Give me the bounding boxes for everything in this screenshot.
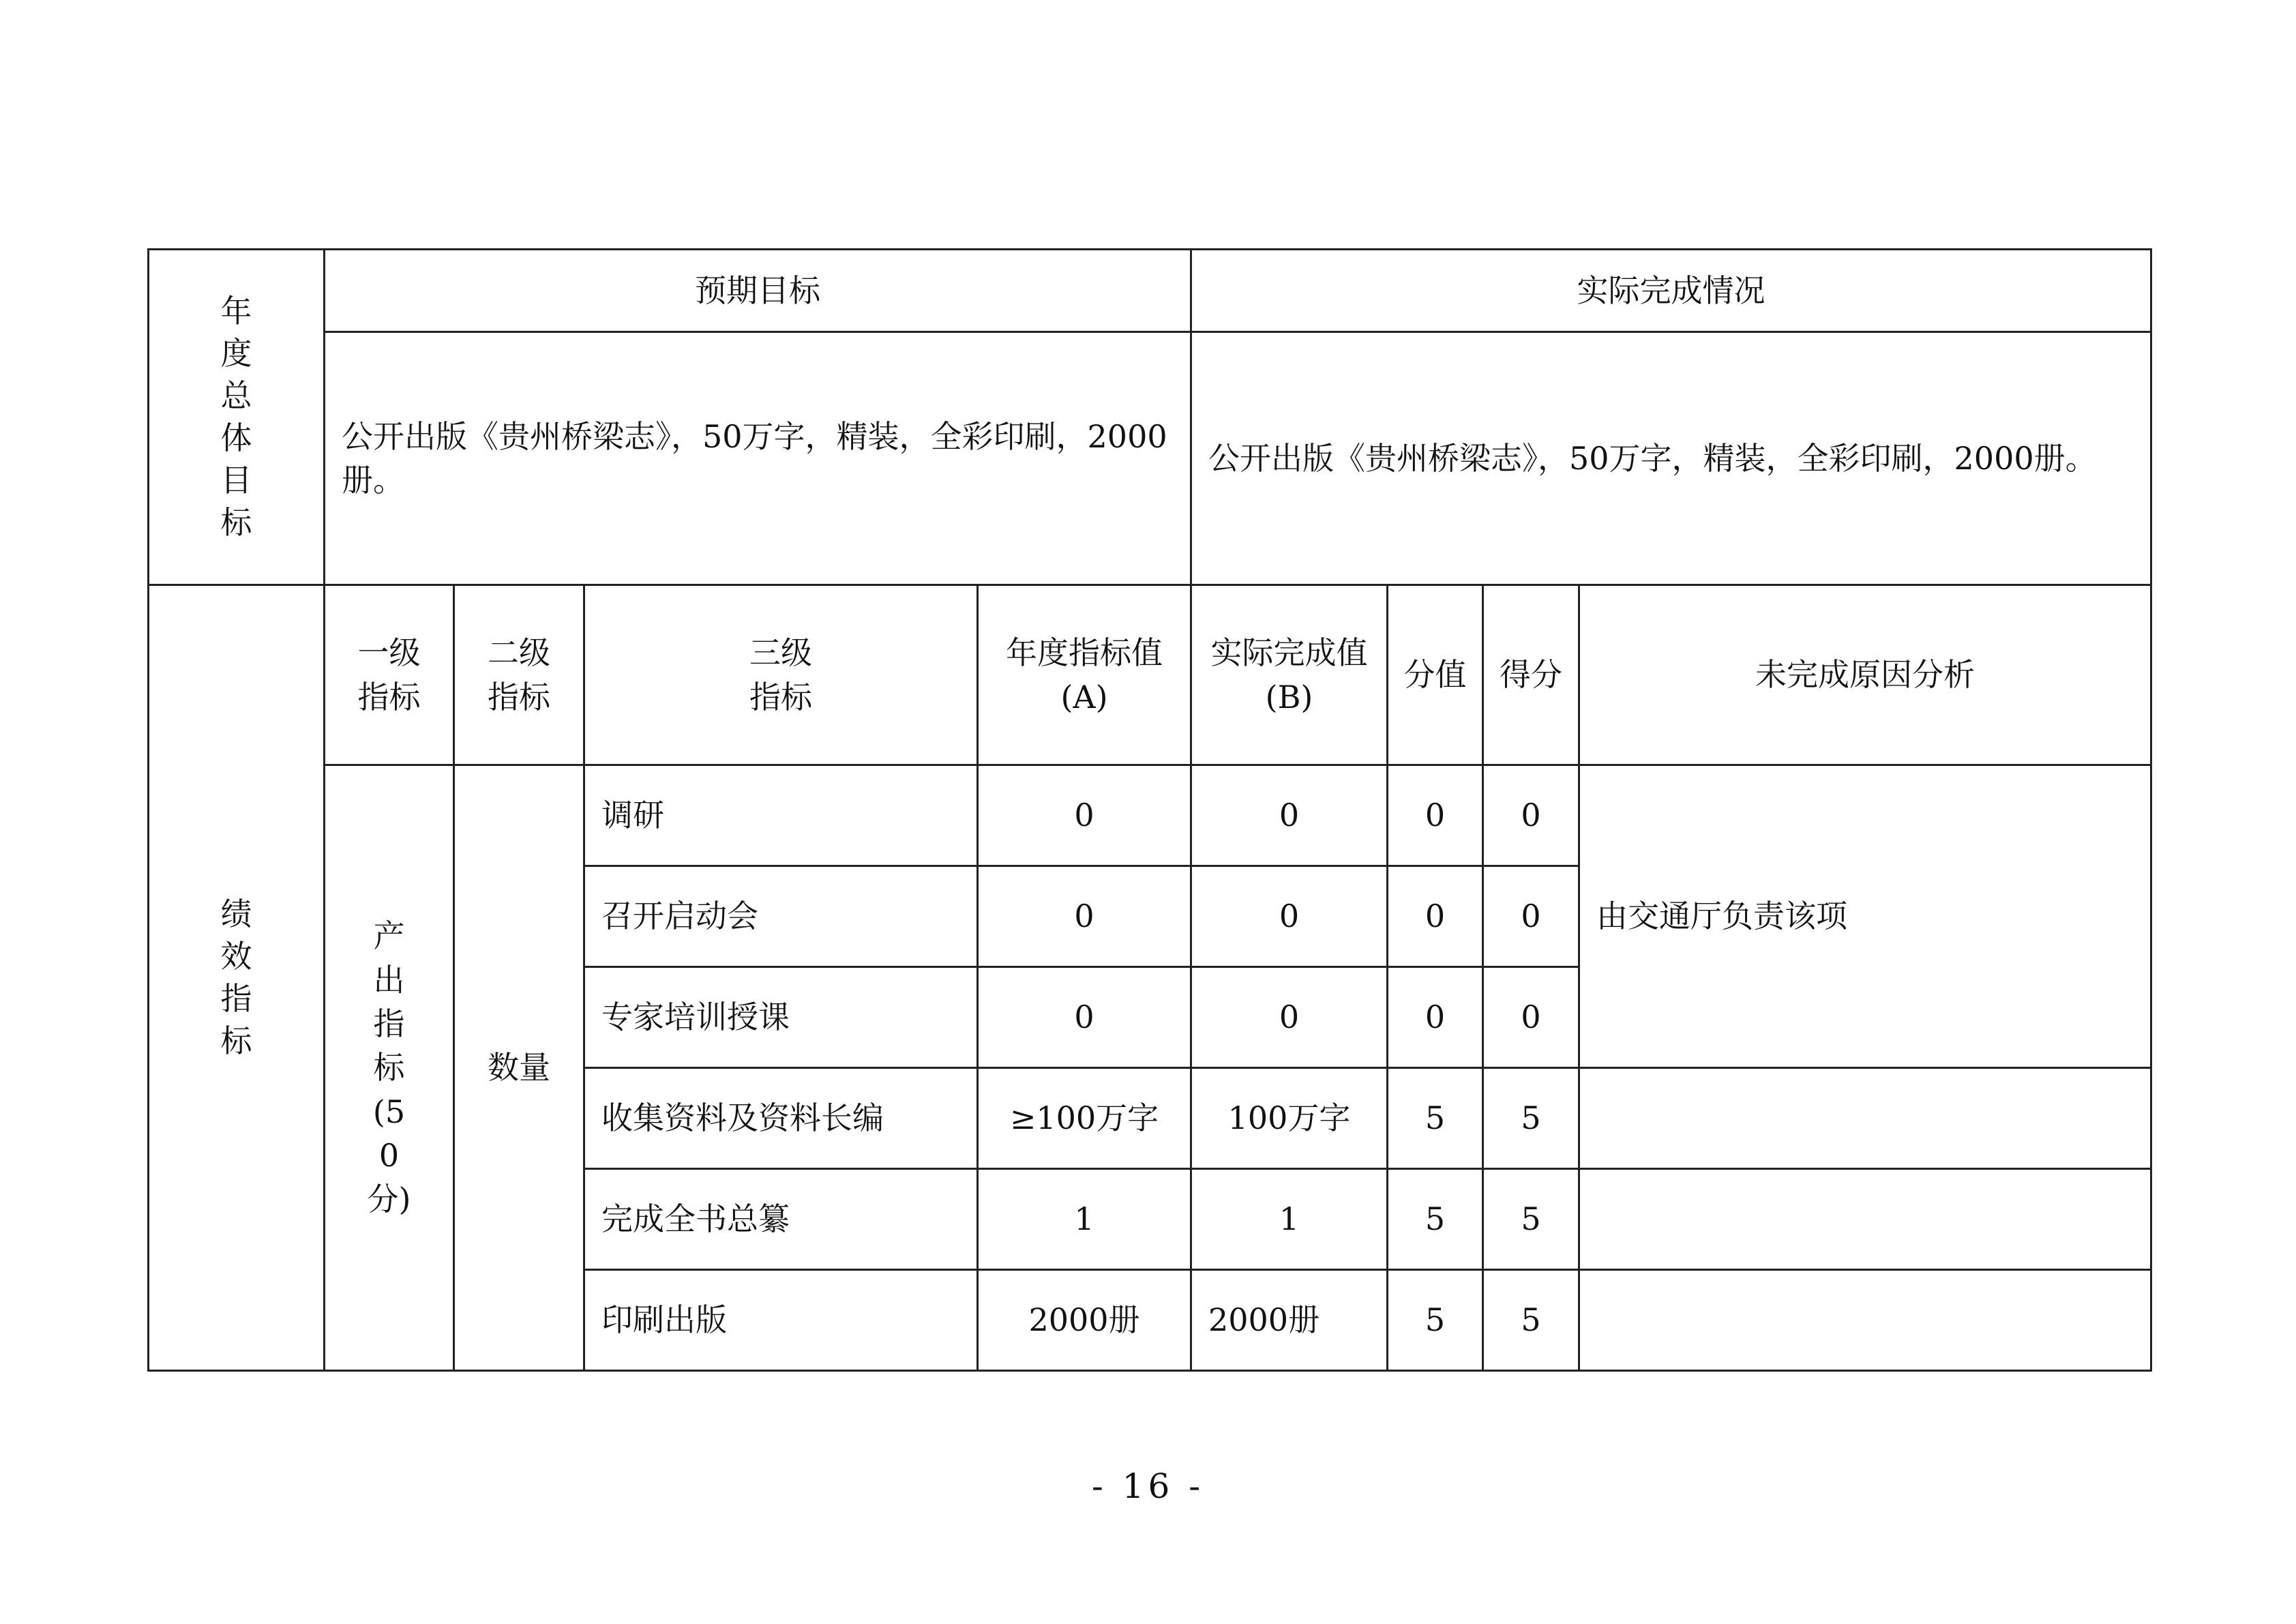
- header-weight: 分值: [1388, 585, 1483, 765]
- row-target: 1: [978, 1169, 1191, 1270]
- actual-completion-header: 实际完成情况: [1191, 250, 2151, 332]
- performance-label-cell: [149, 585, 325, 1371]
- row-name: 调研: [584, 765, 978, 866]
- row-name: 完成全书总纂: [584, 1169, 978, 1270]
- expected-goal-text: 公开出版《贵州桥梁志》，50万字，精装，全彩印刷，2000册。: [325, 332, 1191, 585]
- performance-label: 绩效指标: [220, 895, 252, 1059]
- row-weight: 5: [1388, 1169, 1483, 1270]
- row-weight: 5: [1388, 1068, 1483, 1169]
- row-reason: [1579, 1270, 2151, 1371]
- row-score: 5: [1483, 1270, 1579, 1371]
- header-level1-label: 一级指标: [357, 634, 421, 715]
- header-target-line2: (A): [1060, 678, 1108, 715]
- row-name: 收集资料及资料长编: [584, 1068, 978, 1169]
- row-actual: 0: [1191, 967, 1388, 1068]
- row-score: 0: [1483, 866, 1579, 967]
- header-level3-label: 三级指标: [749, 634, 812, 715]
- row-name: 召开启动会: [584, 866, 978, 967]
- row-actual: 1: [1191, 1169, 1388, 1270]
- row-weight: 0: [1388, 866, 1483, 967]
- header-level2-label: 二级指标: [488, 634, 550, 715]
- row-weight: 5: [1388, 1270, 1483, 1371]
- header-score: 得分: [1483, 585, 1579, 765]
- row-target: 0: [978, 765, 1191, 866]
- row-name: 印刷出版: [584, 1270, 978, 1371]
- row-weight: 0: [1388, 967, 1483, 1068]
- level1-line1: 产出指标: [373, 917, 405, 1087]
- level1-cell: [325, 765, 454, 1371]
- row-actual: 0: [1191, 866, 1388, 967]
- row-score: 0: [1483, 967, 1579, 1068]
- row-target: 0: [978, 866, 1191, 967]
- level2-cell: 数量: [454, 765, 584, 1371]
- row-target: 2000册: [978, 1270, 1191, 1371]
- level1-line2: (50分): [367, 1093, 411, 1218]
- header-level1: [325, 585, 454, 765]
- performance-table: [147, 248, 2152, 1372]
- row-target: ≥100万字: [978, 1068, 1191, 1169]
- row-actual: 100万字: [1191, 1068, 1388, 1169]
- annual-goal-label: 年度总体目标: [220, 292, 252, 542]
- row-reason: [1579, 1169, 2151, 1270]
- table-row: [149, 765, 2151, 866]
- expected-goal-header: 预期目标: [325, 250, 1191, 332]
- header-analysis: 未完成原因分析: [1579, 585, 2151, 765]
- row-target: 0: [978, 967, 1191, 1068]
- header-level3: [584, 585, 978, 765]
- row-actual: 0: [1191, 765, 1388, 866]
- row-actual: 2000册: [1191, 1270, 1388, 1371]
- row-score: 0: [1483, 765, 1579, 866]
- header-actual-line1: 实际完成值: [1210, 634, 1368, 672]
- row-score: 5: [1483, 1068, 1579, 1169]
- header-target: [978, 585, 1191, 765]
- page-number: - 16 -: [1091, 1466, 1205, 1506]
- row-score: 5: [1483, 1169, 1579, 1270]
- actual-completion-text: 公开出版《贵州桥梁志》，50万字，精装，全彩印刷，2000册。: [1191, 332, 2151, 585]
- annual-goal-label-cell: [149, 250, 325, 585]
- row-weight: 0: [1388, 765, 1483, 866]
- header-actual: [1191, 585, 1388, 765]
- row-name: 专家培训授课: [584, 967, 978, 1068]
- header-actual-line2: (B): [1265, 678, 1313, 715]
- header-level2: [454, 585, 584, 765]
- header-target-line1: 年度指标值: [1006, 634, 1163, 672]
- row-reason: [1579, 1068, 2151, 1169]
- merged-reason: 由交通厅负责该项: [1579, 765, 2151, 1068]
